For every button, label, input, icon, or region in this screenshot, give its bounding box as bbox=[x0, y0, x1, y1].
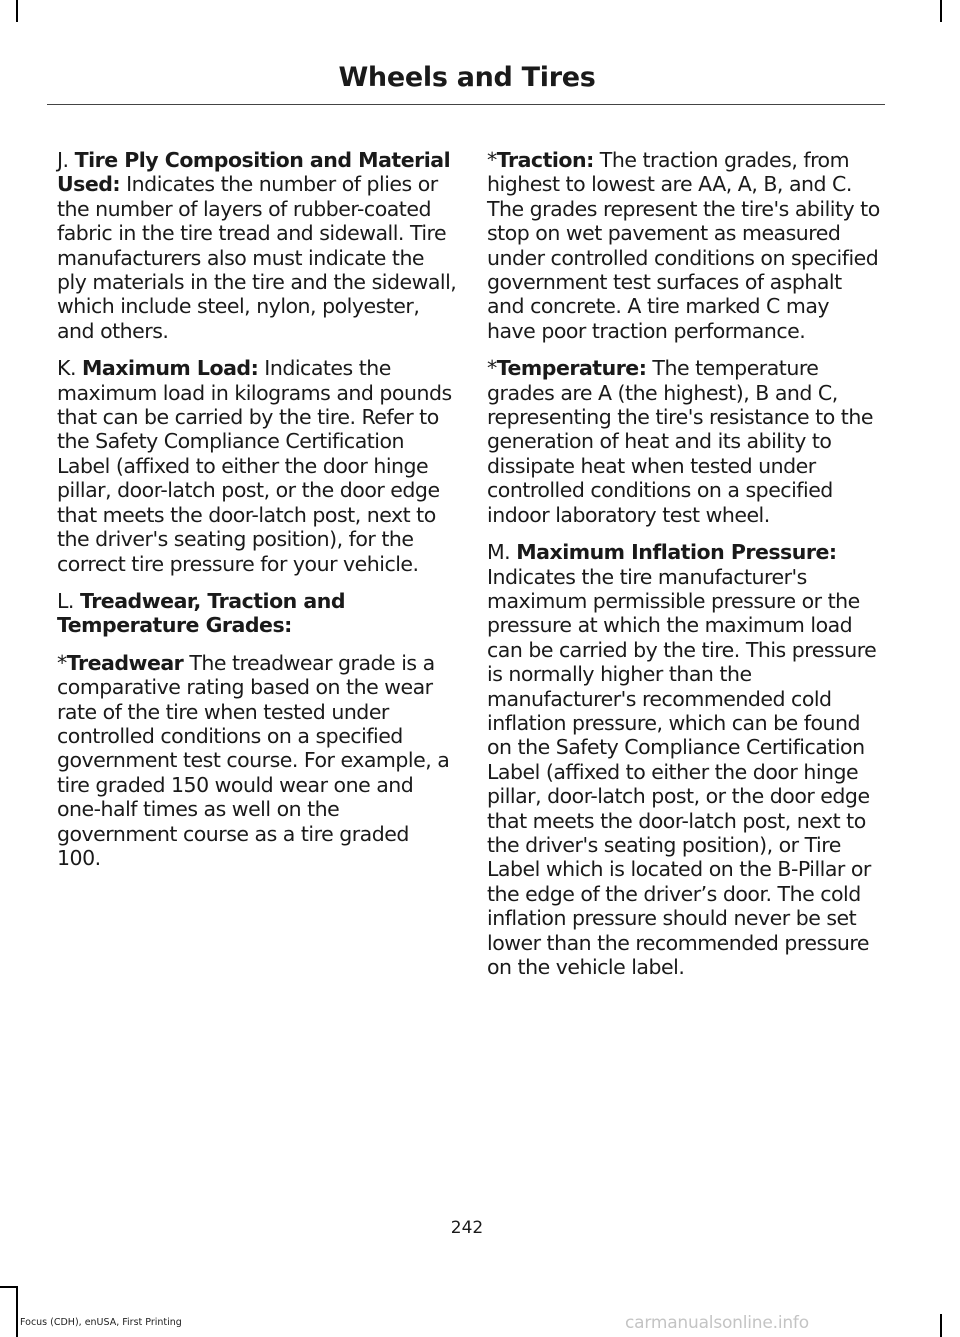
entry-m-max-inflation-pressure: M. Maximum Inflation Pressure: Indicates the tire manufacturer's maximum permissible pressure or the pressure at which the maximum load can be carried by the tire. This pressure is normally higher than the manufacturer's recommended cold inflation pressure, which can be found on the Safety Compliance Certification Label (affixed to either the door hinge pillar, door-latch post, or the door edge that meets the door-latch post, next to the driver's seating position), or Tire Label which is located on the B-Pillar or the edge of the driver’s door. The cold inflation pressure should never be set lower than the recommended pressure on the vehicle label. bbox=[487, 540, 877, 979]
entry-heading: Traction: bbox=[496, 148, 594, 172]
entry-l-grades: L. Treadwear, Traction and Temperature Grades: bbox=[57, 588, 345, 638]
footer-edition: Focus (CDH), enUSA, First Printing bbox=[20, 1317, 182, 1328]
entry-k-maximum-load: K. Maximum Load: Indicates the maximum load in kilograms and pounds that can be carried by the tire. Refer to the Safety Compliance Certification Label (affixed to either the door hinge pillar, door-latch post, or the door edge that meets the door-latch post, next to the driver's seating position), for the correct tire pressure for your vehicle. bbox=[57, 356, 452, 576]
header-divider bbox=[47, 104, 885, 105]
entry-heading: Temperature: bbox=[496, 356, 647, 381]
crop-mark-bottom-left-vertical bbox=[16, 1286, 18, 1337]
entry-treadwear: *Treadwear The treadwear grade is a comparative rating based on the wear rate of the tire when tested under controlled conditions on a specified government test course. For example, a tire graded 150 would wear one and one-half times as well on the government course as a tire graded 100. bbox=[57, 650, 450, 870]
entry-heading: Maximum Inflation Pressure: bbox=[516, 540, 837, 565]
crop-mark-bottom-left-horizontal bbox=[0, 1286, 18, 1288]
entry-body: The treadwear grade is a comparative rating based on the wear rate of the tire when tested under controlled conditions on a specified government test course. For example, a tire graded 150 would wear one and one-half times as well on the government course as a tire graded 100. bbox=[57, 650, 450, 870]
entry-heading: Treadwear bbox=[66, 650, 184, 675]
right-column bbox=[487, 148, 883, 992]
page-header-title: Wheels and Tires bbox=[338, 62, 596, 93]
entry-body: Indicates the number of plies or the number of layers of rubber-coated fabric in the tire tread and sidewall. Tire manufacturers also must indicate the ply materials in the tire and the sidewall, which include steel, nylon, polyester, and others. bbox=[57, 172, 457, 343]
entry-heading: Treadwear, Traction and Temperature Grades: bbox=[57, 588, 345, 638]
left-column bbox=[57, 148, 457, 883]
entry-j-ply-composition: J. Tire Ply Composition and Material Used: Indicates the number of plies or the number of layers of rubber-coated fabric in the tire tread and sidewall. Tire manufacturers also must indicate the ply materials in the tire and the sidewall, which include steel, nylon, polyester, and others. bbox=[57, 148, 457, 343]
crop-mark-bottom-right bbox=[940, 1314, 942, 1337]
entry-temperature: *Temperature: The temperature grades are A (the highest), B and C, representing the tire's resistance to the generation of heat and its ability to dissipate heat when tested under controlled conditions on a specified indoor laboratory test wheel. bbox=[487, 356, 873, 527]
entry-body: Indicates the maximum load in kilograms and pounds that can be carried by the tire. Refer to the Safety Compliance Certification Label (affixed to either the door hinge pillar, door-latch post, or the door edge that meets the door-latch post, next to the driver's seating position), for the correct tire pressure for your vehicle. bbox=[57, 356, 452, 576]
watermark: carmanualsonline.info bbox=[625, 1313, 809, 1333]
crop-mark-top-right bbox=[940, 0, 942, 22]
entry-body: The traction grades, from highest to lowest are AA, A, B, and C. The grades represent the tire's ability to stop on wet pavement as measured under controlled conditions on specified government test surfaces of asphalt and concrete. A tire marked C may have poor traction performance. bbox=[487, 148, 880, 343]
entry-traction: *Traction: The traction grades, from highest to lowest are AA, A, B, and C. The grades represent the tire's ability to stop on wet pavement as measured under controlled conditions on specified government test surfaces of asphalt and concrete. A tire marked C may have poor traction performance. bbox=[487, 148, 880, 343]
entry-body: The temperature grades are A (the highest), B and C, representing the tire's resistance to the generation of heat and its ability to dissipate heat when tested under controlled conditions on a specified indoor laboratory test wheel. bbox=[487, 356, 873, 527]
entry-heading: Maximum Load: bbox=[81, 356, 259, 381]
entry-body: Indicates the tire manufacturer's maximum permissible pressure or the pressure at which the maximum load can be carried by the tire. This pressure is normally higher than the manufacturer's recommended cold inflation pressure, which can be found on the Safety Compliance Certification Label (affixed to either the door hinge pillar, door-latch post, or the door edge that meets the door-latch post, next to the driver's seating position), or Tire Label which is located on the B-Pillar or the edge of the driver’s door. The cold inflation pressure should never be set lower than the recommended pressure on the vehicle label. bbox=[487, 564, 877, 979]
crop-mark-top-left bbox=[16, 0, 18, 22]
entry-heading: Tire Ply Composition and Material Used: bbox=[57, 148, 451, 197]
page-number: 242 bbox=[450, 1218, 484, 1238]
